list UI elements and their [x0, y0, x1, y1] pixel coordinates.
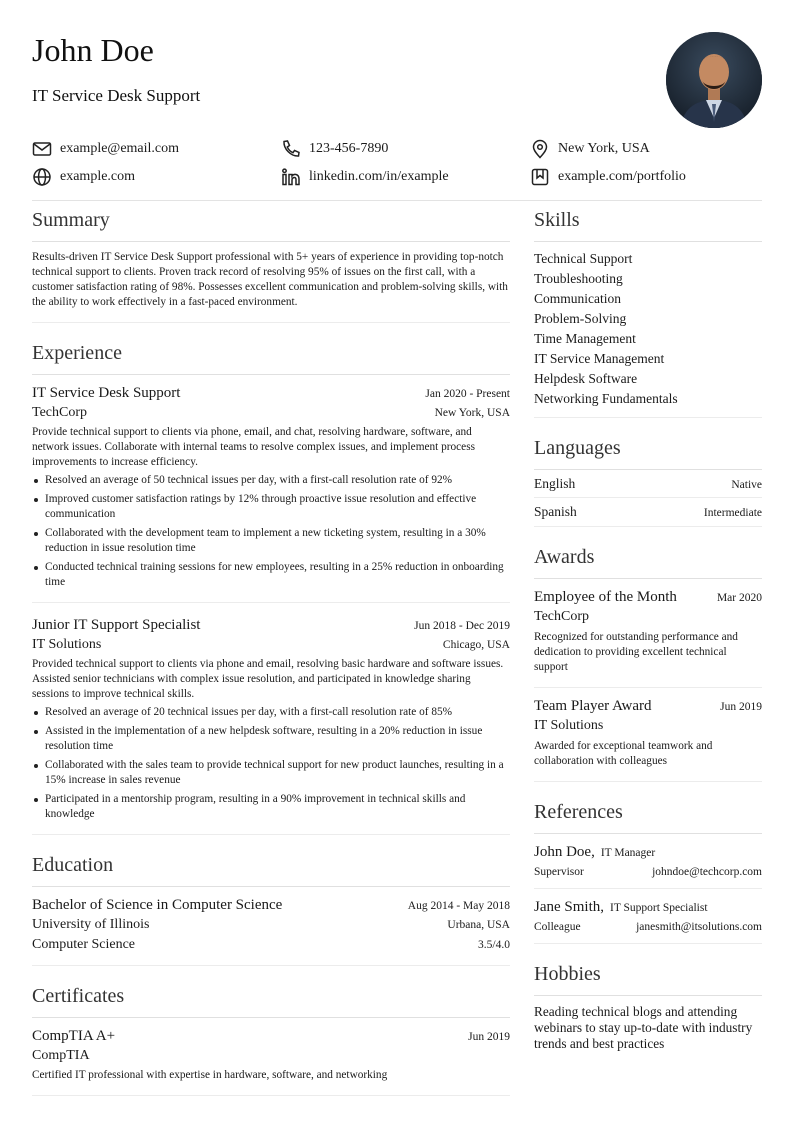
company-name: IT Solutions	[32, 637, 102, 652]
job-title: Junior IT Support Specialist	[32, 617, 201, 633]
gpa: 3.5/4.0	[478, 939, 510, 951]
achievement-item: Improved customer satisfaction ratings by 12% through proactive issue resolution and effective communication	[32, 492, 510, 522]
achievement-item: Resolved an average of 20 technical issues per day, with a first-call resolution rate of 85%	[32, 705, 510, 720]
contact-email[interactable]	[32, 139, 281, 159]
certificate-name: CompTIA A+	[32, 1028, 116, 1044]
languages-heading: Languages	[534, 437, 621, 459]
contact-linkedin[interactable]	[281, 167, 530, 187]
language-level: Native	[731, 479, 762, 491]
award-date: Mar 2020	[716, 592, 762, 604]
contact-phone-text: 123-456-7890	[309, 141, 389, 156]
school-location: Urbana, USA	[447, 919, 510, 931]
language-level: Intermediate	[703, 507, 762, 519]
references-heading: References	[534, 801, 623, 823]
contact-row	[32, 135, 762, 163]
certificate-issuer: CompTIA	[32, 1048, 90, 1063]
language-name: English	[534, 476, 576, 491]
job-title: IT Service Desk Support	[32, 385, 181, 401]
contact-portfolio-text: example.com/portfolio	[558, 169, 686, 184]
company-name: TechCorp	[32, 405, 88, 420]
languages-list	[534, 470, 762, 526]
skills-heading: Skills	[534, 209, 580, 231]
achievement-list	[32, 705, 510, 822]
achievement-item: Collaborated with the sales team to provide technical support for new product launches, resulting in a 15% increase in sales revenue	[32, 758, 510, 788]
skill-item: Technical Support	[534, 251, 633, 266]
reference-email[interactable]: johndoe@techcorp.com	[652, 866, 762, 878]
hobbies-section	[534, 962, 762, 1052]
certificate-entry	[32, 1018, 510, 1095]
section-end-divider	[534, 781, 762, 782]
certificates-section	[32, 984, 510, 1096]
skill-item: Troubleshooting	[534, 271, 623, 286]
job-location: Chicago, USA	[442, 639, 510, 651]
education-section	[32, 853, 510, 966]
education-dates: Aug 2014 - May 2018	[407, 900, 510, 912]
section-end-divider	[32, 965, 510, 966]
job-description: Provide technical support to clients via phone, email, and chat, resolving hardware, software, and network issues. Collaborate with internal teams to resolve complex issues, and implement process improvements to increase efficiency.	[32, 426, 475, 468]
award-description: Recognized for outstanding performance and dedication to providing excellent technical support	[534, 631, 738, 673]
location-pin-icon	[530, 139, 550, 159]
field-of-study: Computer Science	[32, 937, 136, 952]
achievement-item: Resolved an average of 50 technical issues per day, with a first-call resolution rate of 92%	[32, 473, 510, 488]
contact-website-text: example.com	[60, 169, 136, 184]
award-issuer: IT Solutions	[534, 718, 604, 733]
skill-item: Problem-Solving	[534, 311, 627, 326]
contact-row	[32, 163, 762, 191]
summary-section	[32, 208, 510, 323]
section-end-divider	[534, 943, 762, 944]
linkedin-icon	[281, 167, 301, 187]
contact-phone[interactable]	[281, 139, 530, 159]
contact-email-text: example@email.com	[60, 141, 180, 156]
skills-section	[534, 208, 762, 418]
reference-relation: Supervisor	[534, 866, 584, 878]
award-entry	[534, 579, 762, 688]
school-name: University of Illinois	[32, 917, 150, 932]
experience-heading: Experience	[32, 342, 122, 364]
skill-item: Time Management	[534, 331, 636, 346]
side-column	[534, 208, 762, 1070]
award-description: Awarded for exceptional teamwork and collaboration with colleagues	[534, 740, 713, 767]
candidate-title: IT Service Desk Support	[32, 86, 201, 105]
languages-section	[534, 436, 762, 527]
awards-list	[534, 579, 762, 781]
awards-section	[534, 545, 762, 782]
reference-name: John Doe,	[534, 844, 595, 860]
skill-item: Communication	[534, 291, 621, 306]
section-end-divider	[534, 417, 762, 418]
section-end-divider	[32, 1095, 510, 1096]
job-location: New York, USA	[434, 407, 510, 419]
achievement-item: Collaborated with the development team to implement a new ticketing system, resulting in a 30% reduction in issue resolution time	[32, 526, 510, 556]
experience-entry	[32, 603, 510, 834]
language-item	[534, 498, 762, 526]
experience-entry	[32, 375, 510, 602]
references-list	[534, 834, 762, 943]
award-name: Employee of the Month	[534, 589, 677, 605]
certificate-date: Jun 2019	[468, 1031, 510, 1043]
education-heading: Education	[32, 854, 114, 876]
language-name: Spanish	[534, 504, 577, 519]
skill-item: IT Service Management	[534, 351, 665, 366]
profile-photo	[666, 32, 762, 128]
job-dates: Jan 2020 - Present	[425, 388, 510, 400]
experience-section	[32, 341, 510, 835]
job-dates: Jun 2018 - Dec 2019	[414, 620, 510, 632]
award-entry	[534, 688, 762, 781]
reference-email[interactable]: janesmith@itsolutions.com	[636, 921, 762, 933]
award-issuer: TechCorp	[534, 609, 590, 624]
reference-name: Jane Smith,	[534, 899, 604, 915]
contact-location	[530, 139, 762, 159]
reference-entry	[534, 889, 762, 943]
header-divider	[32, 200, 762, 201]
contact-website[interactable]	[32, 167, 281, 187]
reference-position: IT Support Specialist	[610, 902, 708, 914]
achievement-list	[32, 473, 510, 590]
main-column	[32, 208, 510, 1114]
phone-icon	[281, 139, 301, 159]
globe-icon	[32, 167, 52, 187]
section-end-divider	[32, 834, 510, 835]
awards-heading: Awards	[534, 546, 595, 568]
reference-relation: Colleague	[534, 921, 581, 933]
summary-text: Results-driven IT Service Desk Support professional with 5+ years of experience in providing top-notch technical support to clients. Proven track record of resolving 95% of issues on the first call, with a customer satisfaction rating of 98%. Possesses excellent communication and problem-solving skills, with the ability to work effectively in a fast-paced environment.	[32, 251, 508, 308]
contact-linkedin-text: linkedin.com/in/example	[309, 169, 449, 184]
achievement-item: Assisted in the implementation of a new helpdesk software, resulting in a 20% reduction in issue resolution time	[32, 724, 510, 754]
achievement-item: Participated in a mentorship program, resulting in a 90% improvement in technical skills and knowledge	[32, 792, 510, 822]
references-section	[534, 800, 762, 944]
contact-portfolio[interactable]	[530, 167, 762, 187]
reference-entry	[534, 834, 762, 889]
skill-item: Helpdesk Software	[534, 371, 638, 386]
profile-photo-illustration	[666, 32, 762, 128]
degree-name: Bachelor of Science in Computer Science	[32, 897, 283, 913]
section-end-divider	[534, 526, 762, 527]
reference-position: IT Manager	[600, 847, 656, 859]
education-entry	[32, 887, 510, 965]
section-end-divider	[32, 322, 510, 323]
award-date: Jun 2019	[720, 701, 762, 713]
summary-heading: Summary	[32, 209, 110, 231]
job-description: Provided technical support to clients via phone and email, resolving basic hardware and software issues. Assisted senior technicians with complex issue resolution, and participated in knowledge sharing sessions to improve technical skills.	[32, 658, 504, 700]
resume-header	[32, 32, 762, 128]
contact-location-text: New York, USA	[558, 141, 650, 156]
hobbies-text: Reading technical blogs and attending webinars to stay up-to-date with industry trends and best practices	[534, 1004, 753, 1051]
certificates-heading: Certificates	[32, 985, 125, 1007]
bookmark-icon	[530, 167, 550, 187]
hobbies-heading: Hobbies	[534, 963, 601, 985]
skills-list	[534, 242, 762, 417]
skill-item: Networking Fundamentals	[534, 391, 678, 406]
mail-icon	[32, 139, 52, 159]
certificate-description: Certified IT professional with expertise in hardware, software, and networking	[32, 1069, 388, 1081]
candidate-name: John Doe	[32, 32, 154, 68]
language-item	[534, 470, 762, 498]
contact-info	[32, 135, 762, 191]
award-name: Team Player Award	[534, 698, 652, 714]
achievement-item: Conducted technical training sessions for new employees, resulting in a 25% reduction in onboarding time	[32, 560, 510, 590]
